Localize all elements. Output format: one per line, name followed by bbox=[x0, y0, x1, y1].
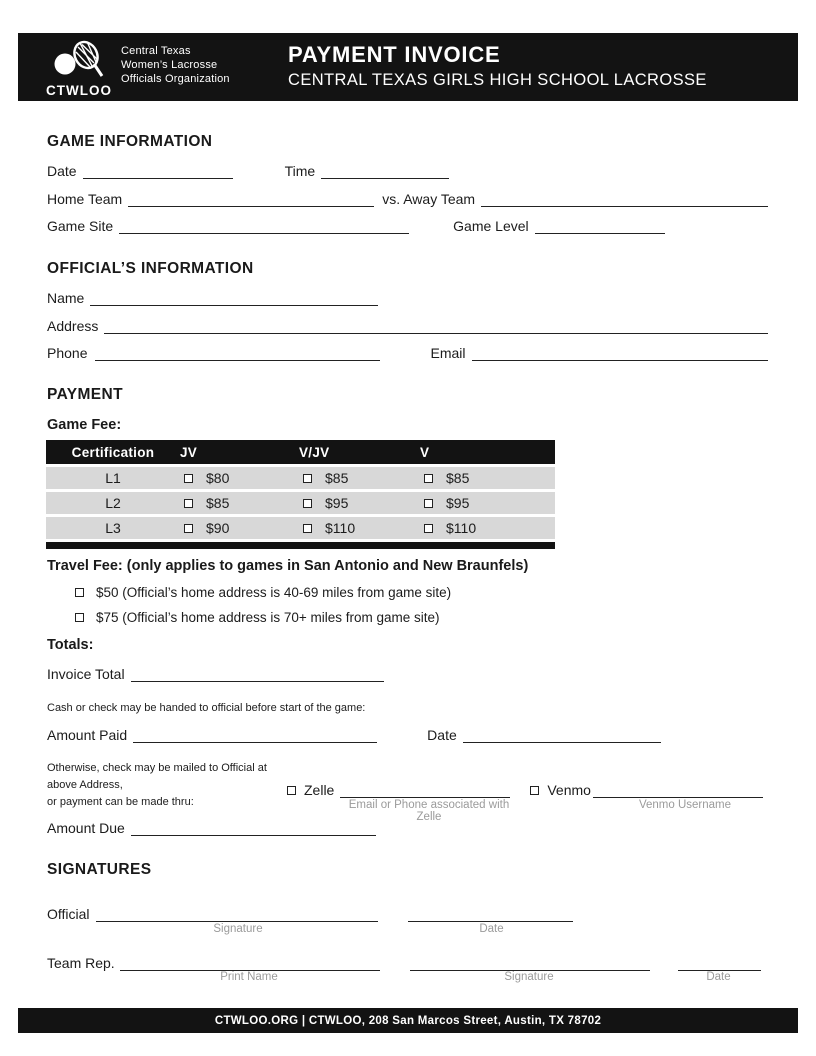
cash-note: Cash or check may be handed to official before start of the game: bbox=[47, 702, 366, 714]
travel-option-75-text: $75 (Official’s home address is 70+ miles from game site) bbox=[96, 610, 440, 625]
team-rep-print-line[interactable] bbox=[120, 956, 380, 971]
travel-option-50 bbox=[75, 585, 451, 600]
org-line-2: Women’s Lacrosse bbox=[121, 58, 218, 71]
phone-line[interactable] bbox=[95, 346, 380, 361]
venmo-caption: Venmo Username bbox=[638, 799, 732, 811]
table-row bbox=[46, 467, 555, 489]
email-label: Email bbox=[430, 345, 466, 361]
team-rep-label: Team Rep. bbox=[47, 955, 115, 971]
travel-option-50-text: $50 (Official’s home address is 40-69 miles from game site) bbox=[96, 585, 452, 600]
site-level-row bbox=[47, 216, 768, 234]
cert-l3: L3 bbox=[105, 520, 121, 536]
game-level-line[interactable] bbox=[535, 219, 665, 234]
checkbox-travel-50[interactable] bbox=[75, 588, 84, 597]
team-rep-date-line[interactable] bbox=[678, 956, 761, 971]
fee-table-header bbox=[46, 440, 555, 464]
travel-option-75 bbox=[75, 610, 440, 625]
time-line[interactable] bbox=[321, 164, 449, 179]
home-team-line[interactable] bbox=[128, 192, 374, 207]
address-label: Address bbox=[47, 318, 99, 334]
checkbox-travel-75[interactable] bbox=[75, 613, 84, 622]
team-rep-row bbox=[47, 953, 768, 971]
invoice-total-line[interactable] bbox=[131, 667, 384, 682]
team-rep-signature-line[interactable] bbox=[410, 956, 650, 971]
address-line[interactable] bbox=[104, 319, 768, 334]
game-site-line[interactable] bbox=[119, 219, 409, 234]
date-line[interactable] bbox=[83, 164, 233, 179]
phone-label: Phone bbox=[47, 345, 88, 361]
cert-l1: L1 bbox=[105, 470, 121, 486]
header-bar bbox=[18, 33, 798, 101]
checkbox-l2-v[interactable] bbox=[424, 499, 433, 508]
game-fee-label: Game Fee: bbox=[47, 417, 122, 433]
checkbox-l3-jv[interactable] bbox=[184, 524, 193, 533]
official-date-caption: Date bbox=[479, 923, 504, 935]
amount-due-row bbox=[47, 818, 768, 836]
cert-l2: L2 bbox=[105, 495, 121, 511]
table-row bbox=[46, 517, 555, 539]
org-line-1: Central Texas bbox=[121, 44, 191, 57]
org-line-3: Officials Organization bbox=[121, 73, 230, 86]
footer-text: CTWLOO.ORG | CTWLOO, 208 San Marcos Street, Austin, TX 78702 bbox=[214, 1014, 602, 1027]
name-line[interactable] bbox=[90, 291, 378, 306]
col-certification: Certification bbox=[71, 444, 155, 460]
fee-amount: $95 bbox=[325, 495, 349, 511]
payment-heading: PAYMENT bbox=[47, 386, 124, 403]
fee-amount: $110 bbox=[325, 520, 356, 536]
fee-amount: $85 bbox=[206, 495, 230, 511]
game-site-label: Game Site bbox=[47, 218, 114, 234]
logo bbox=[46, 40, 230, 98]
checkbox-l2-jv[interactable] bbox=[184, 499, 193, 508]
table-bottom-rule bbox=[46, 542, 555, 549]
otherwise-note-line2: or payment can be made thru: bbox=[47, 796, 194, 809]
amount-paid-line[interactable] bbox=[133, 728, 377, 743]
phone-email-row bbox=[47, 343, 768, 361]
away-team-label: vs. Away Team bbox=[382, 191, 476, 207]
team-rep-print-caption: Print Name bbox=[220, 971, 278, 983]
col-jv: JV bbox=[180, 444, 198, 460]
checkbox-l1-v[interactable] bbox=[424, 474, 433, 483]
fee-amount: $85 bbox=[325, 470, 349, 486]
official-signature-line[interactable] bbox=[96, 907, 378, 922]
checkbox-venmo[interactable] bbox=[530, 786, 539, 795]
page-subtitle: CENTRAL TEXAS GIRLS HIGH SCHOOL LACROSSE bbox=[288, 71, 707, 89]
zelle-line[interactable] bbox=[340, 783, 510, 798]
otherwise-note-line1: Otherwise, check may be mailed to Official at above Address, bbox=[47, 762, 267, 792]
venmo-line[interactable] bbox=[593, 783, 763, 798]
lacrosse-stick-icon bbox=[53, 40, 105, 85]
checkbox-l2-vjv[interactable] bbox=[303, 499, 312, 508]
totals-label: Totals: bbox=[47, 637, 94, 653]
col-vjv: V/JV bbox=[299, 444, 330, 460]
fee-amount: $90 bbox=[206, 520, 230, 536]
paid-date-label: Date bbox=[427, 727, 457, 743]
zelle-label: Zelle bbox=[304, 782, 335, 798]
official-signature-caption: Signature bbox=[213, 923, 263, 935]
fee-amount: $85 bbox=[446, 470, 470, 486]
venmo-label: Venmo bbox=[547, 782, 591, 798]
game-level-label: Game Level bbox=[453, 218, 529, 234]
zelle-venmo-block bbox=[287, 780, 777, 823]
checkbox-l1-vjv[interactable] bbox=[303, 474, 312, 483]
amount-due-line[interactable] bbox=[131, 821, 376, 836]
teams-row bbox=[47, 189, 768, 207]
name-label: Name bbox=[47, 290, 85, 306]
name-row bbox=[47, 288, 768, 306]
zelle-caption: Email or Phone associated with Zelle bbox=[348, 799, 510, 823]
home-team-label: Home Team bbox=[47, 191, 123, 207]
checkbox-zelle[interactable] bbox=[287, 786, 296, 795]
team-rep-captions bbox=[119, 971, 760, 983]
team-rep-date-caption: Date bbox=[706, 971, 731, 983]
signatures-heading: SIGNATURES bbox=[47, 861, 152, 878]
official-date-line[interactable] bbox=[408, 907, 573, 922]
amount-paid-row bbox=[47, 725, 768, 743]
travel-fee-label: Travel Fee: (only applies to games in San Antonio and New Braunfels) bbox=[47, 558, 529, 574]
page-title: PAYMENT INVOICE bbox=[288, 42, 501, 67]
logo-abbr: CTWLOO bbox=[46, 83, 112, 98]
amount-due-label: Amount Due bbox=[47, 820, 125, 836]
time-label: Time bbox=[284, 163, 316, 179]
col-v: V bbox=[420, 444, 430, 460]
invoice-total-label: Invoice Total bbox=[47, 666, 125, 682]
fee-amount: $110 bbox=[446, 520, 477, 536]
fee-table bbox=[46, 440, 555, 549]
date-time-row bbox=[47, 161, 768, 179]
invoice-total-row bbox=[47, 664, 768, 682]
amount-paid-label: Amount Paid bbox=[47, 727, 128, 743]
fee-amount: $80 bbox=[206, 470, 230, 486]
away-team-line[interactable] bbox=[481, 192, 768, 207]
address-row bbox=[47, 316, 768, 334]
fee-amount: $95 bbox=[446, 495, 470, 511]
official-label: Official bbox=[47, 906, 90, 922]
game-information-heading: GAME INFORMATION bbox=[47, 133, 213, 150]
officials-information-heading: OFFICIAL’S INFORMATION bbox=[47, 260, 254, 277]
email-line[interactable] bbox=[472, 346, 769, 361]
checkbox-l3-vjv[interactable] bbox=[303, 524, 312, 533]
official-captions bbox=[97, 923, 574, 935]
official-signature-row bbox=[47, 904, 768, 922]
checkbox-l1-jv[interactable] bbox=[184, 474, 193, 483]
checkbox-l3-v[interactable] bbox=[424, 524, 433, 533]
otherwise-note bbox=[47, 760, 297, 811]
paid-date-line[interactable] bbox=[463, 728, 661, 743]
team-rep-signature-caption: Signature bbox=[504, 971, 554, 983]
footer-bar bbox=[18, 1008, 798, 1033]
table-row bbox=[46, 492, 555, 514]
org-name bbox=[121, 44, 230, 95]
date-label: Date bbox=[47, 163, 77, 179]
